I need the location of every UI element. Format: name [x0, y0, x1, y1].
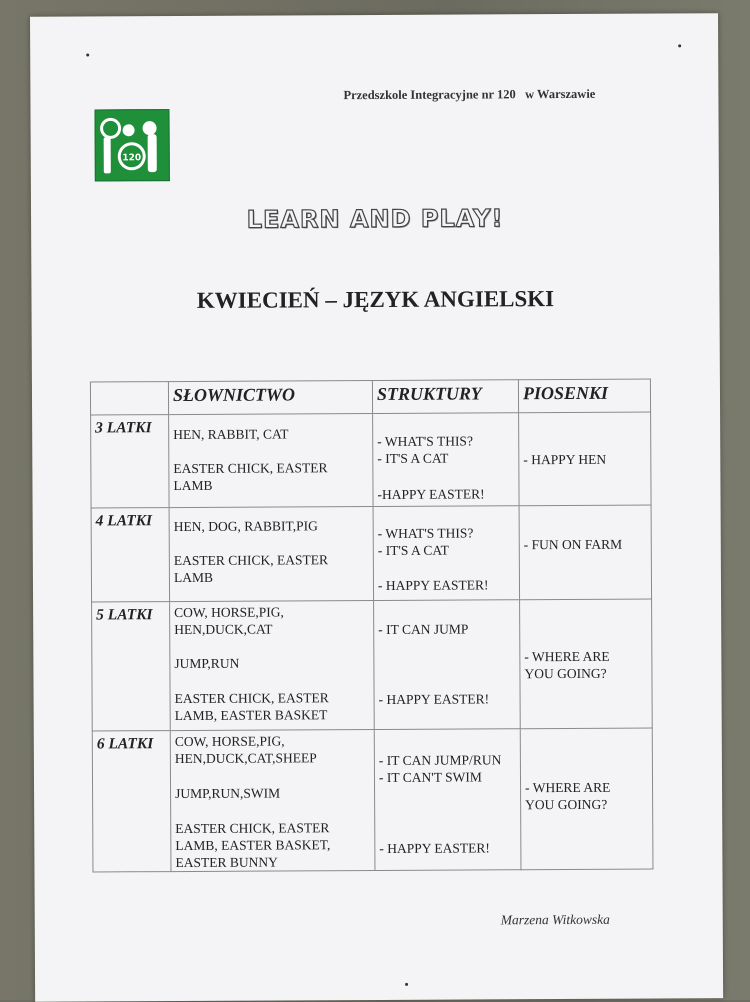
song-line: YOU GOING?	[524, 665, 607, 682]
pin-hole	[86, 53, 89, 56]
vocab-line: LAMB	[173, 569, 213, 586]
vocab-cell	[169, 507, 373, 602]
author-signature: Marzena Witkowska	[500, 911, 610, 928]
age-group: 5 LATKI	[92, 602, 171, 731]
age-group: 4 LATKI	[91, 508, 169, 602]
vocab-line: EASTER CHICK, EASTER	[175, 820, 330, 837]
song-line: YOU GOING?	[525, 796, 608, 813]
structures-cell	[374, 729, 521, 871]
structure-line: - IT'S A CAT	[377, 450, 449, 466]
vocab-line: EASTER CHICK, EASTER	[174, 690, 329, 707]
vocab-line: EASTER CHICK, EASTER	[173, 552, 329, 569]
structures-cell	[374, 600, 521, 730]
paper-sheet	[30, 13, 723, 1002]
school-name: Przedszkole Integracyjne nr 120 w Warszawie	[343, 86, 596, 103]
svg-text:120: 120	[122, 153, 142, 164]
structure-line: - HAPPY EASTER!	[379, 840, 490, 856]
song-line: - FUN ON FARM	[523, 536, 623, 553]
vocab-cell	[170, 730, 375, 872]
vocab-line: HEN, RABBIT, CAT	[173, 426, 289, 443]
header-structures: STRUKTURY	[372, 380, 518, 414]
vocab-line: EASTER BUNNY	[175, 854, 278, 871]
table-header-row	[90, 379, 650, 415]
header-vocabulary: SŁOWNICTWO	[168, 381, 372, 415]
table-row	[91, 505, 651, 602]
vocab-cell	[169, 414, 373, 508]
structure-line: - HAPPY EASTER!	[378, 691, 490, 707]
age-group: 6 LATKI	[92, 731, 171, 872]
structure-line: - IT'S A CAT	[377, 542, 449, 558]
vocab-line: HEN, DOG, RABBIT,PIG	[173, 518, 318, 535]
vocab-line: EASTER CHICK, EASTER	[173, 460, 328, 477]
school-logo-icon	[95, 110, 168, 180]
vocab-line: LAMB, EASTER BASKET	[174, 707, 328, 724]
table-row	[92, 599, 653, 731]
pin-hole	[678, 44, 681, 47]
song-line: - WHERE ARE	[525, 779, 611, 796]
table-row	[92, 728, 653, 872]
songs-cell	[519, 505, 651, 600]
vocab-cell	[170, 601, 375, 731]
pin-hole	[405, 983, 408, 986]
songs-cell	[520, 599, 653, 729]
structure-line: - IT CAN JUMP/RUN	[378, 752, 502, 768]
vocab-line: LAMB, EASTER BASKET,	[175, 837, 331, 854]
page-heading: KWIECIEŃ – JĘZYK ANGIELSKI	[196, 286, 555, 313]
table-row	[91, 412, 651, 508]
structure-line: - IT CAN JUMP	[378, 621, 469, 637]
vocab-line: COW, HORSE,PIG,	[174, 604, 284, 621]
age-group: 3 LATKI	[91, 415, 169, 508]
vocab-line: LAMB	[173, 477, 213, 494]
song-line: - HAPPY HEN	[523, 451, 607, 468]
vocab-line: HEN,DUCK,CAT	[174, 621, 273, 638]
structure-line: - WHAT'S THIS?	[377, 525, 474, 541]
vocab-line: JUMP,RUN	[174, 655, 240, 672]
songs-cell	[520, 728, 653, 870]
vocab-line: JUMP,RUN,SWIM	[175, 785, 281, 802]
songs-cell	[519, 412, 651, 506]
school-logo	[94, 109, 169, 181]
structures-cell	[373, 506, 519, 601]
structure-line: - HAPPY EASTER!	[377, 577, 489, 593]
structure-line: - IT CAN'T SWIM	[378, 769, 482, 785]
vocab-line: HEN,DUCK,CAT,SHEEP	[174, 750, 317, 767]
curriculum-table	[90, 379, 654, 873]
structure-line: - WHAT'S THIS?	[377, 433, 473, 449]
structure-line: -HAPPY EASTER!	[377, 486, 485, 502]
vocab-line: COW, HORSE,PIG,	[174, 733, 285, 750]
song-line: - WHERE ARE	[524, 648, 610, 665]
header-empty	[90, 382, 168, 415]
slogan-title: LEARN AND PLAY!	[246, 204, 504, 234]
structures-cell	[373, 413, 519, 507]
header-songs: PIOSENKI	[518, 379, 650, 413]
